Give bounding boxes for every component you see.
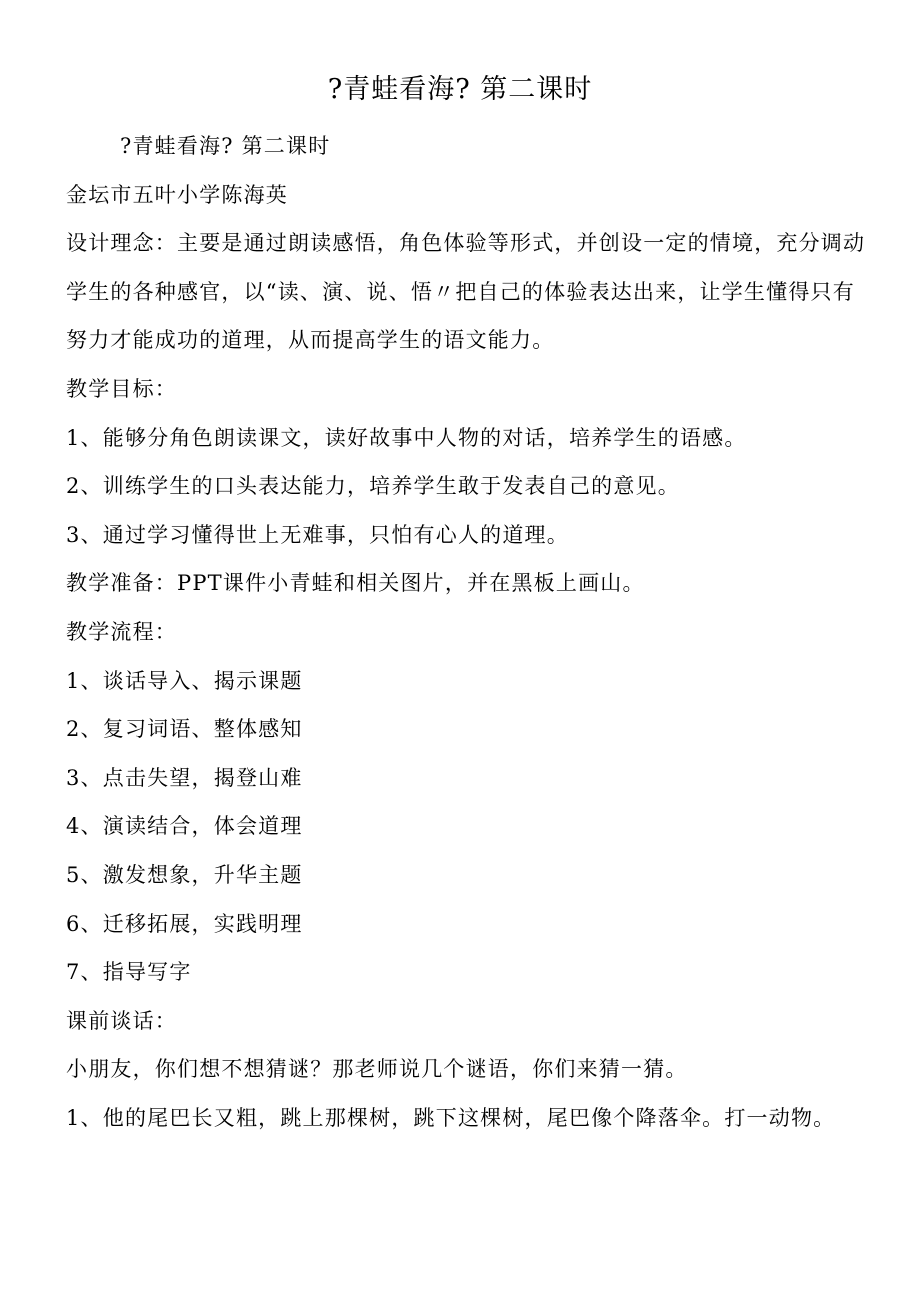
goal-item: 3、通过学习懂得世上无难事，只怕有心人的道理。 [66, 522, 569, 547]
goals-heading: 教学目标： [66, 376, 177, 401]
process-step: 5、激发想象，升华主题 [66, 862, 303, 887]
author-line: 金坛市五叶小学陈海英 [66, 182, 288, 207]
design-concept-paragraph: 设计理念：主要是通过朗读感悟，角色体验等形式，并创设一定的情境，充分调动学生的各种感官，以“读、演、说、悟〃把自己的体验表达出来，让学生懂得只有努力才能成功的道理，从而提高学生的语文能力。 [66, 231, 866, 353]
document-title: ?青蛙看海? 第二课时 [327, 74, 593, 105]
process-step: 7、指导写字 [66, 960, 192, 985]
goal-item: 2、训练学生的口头表达能力，培养学生敢于发表自己的意见。 [66, 474, 680, 499]
preparation-line: 教学准备：PPT课件小青蛙和相关图片，并在黑板上画山。 [66, 571, 645, 596]
pre-class-heading: 课前谈话： [66, 1008, 177, 1033]
document-body [66, 122, 866, 1142]
pre-class-intro: 小朋友，你们想不想猜谜？那老师说几个谜语，你们来猜一猜。 [66, 1057, 688, 1082]
process-step: 2、复习词语、整体感知 [66, 717, 303, 742]
riddle-item: 1、他的尾巴长又粗，跳上那棵树，跳下这棵树，尾巴像个降落伞。打一动物。 [66, 1105, 836, 1130]
lesson-subtitle: ?青蛙看海? 第二课时 [120, 134, 331, 158]
process-step: 4、演读结合，体会道理 [66, 814, 303, 839]
process-step: 6、迁移拓展，实践明理 [66, 911, 303, 936]
process-step: 1、谈话导入、揭示课题 [66, 668, 303, 693]
process-step: 3、点击失望，揭登山难 [66, 765, 303, 790]
goal-item: 1、能够分角色朗读课文，读好故事中人物的对话，培养学生的语感。 [66, 425, 747, 450]
process-heading: 教学流程： [66, 619, 177, 644]
